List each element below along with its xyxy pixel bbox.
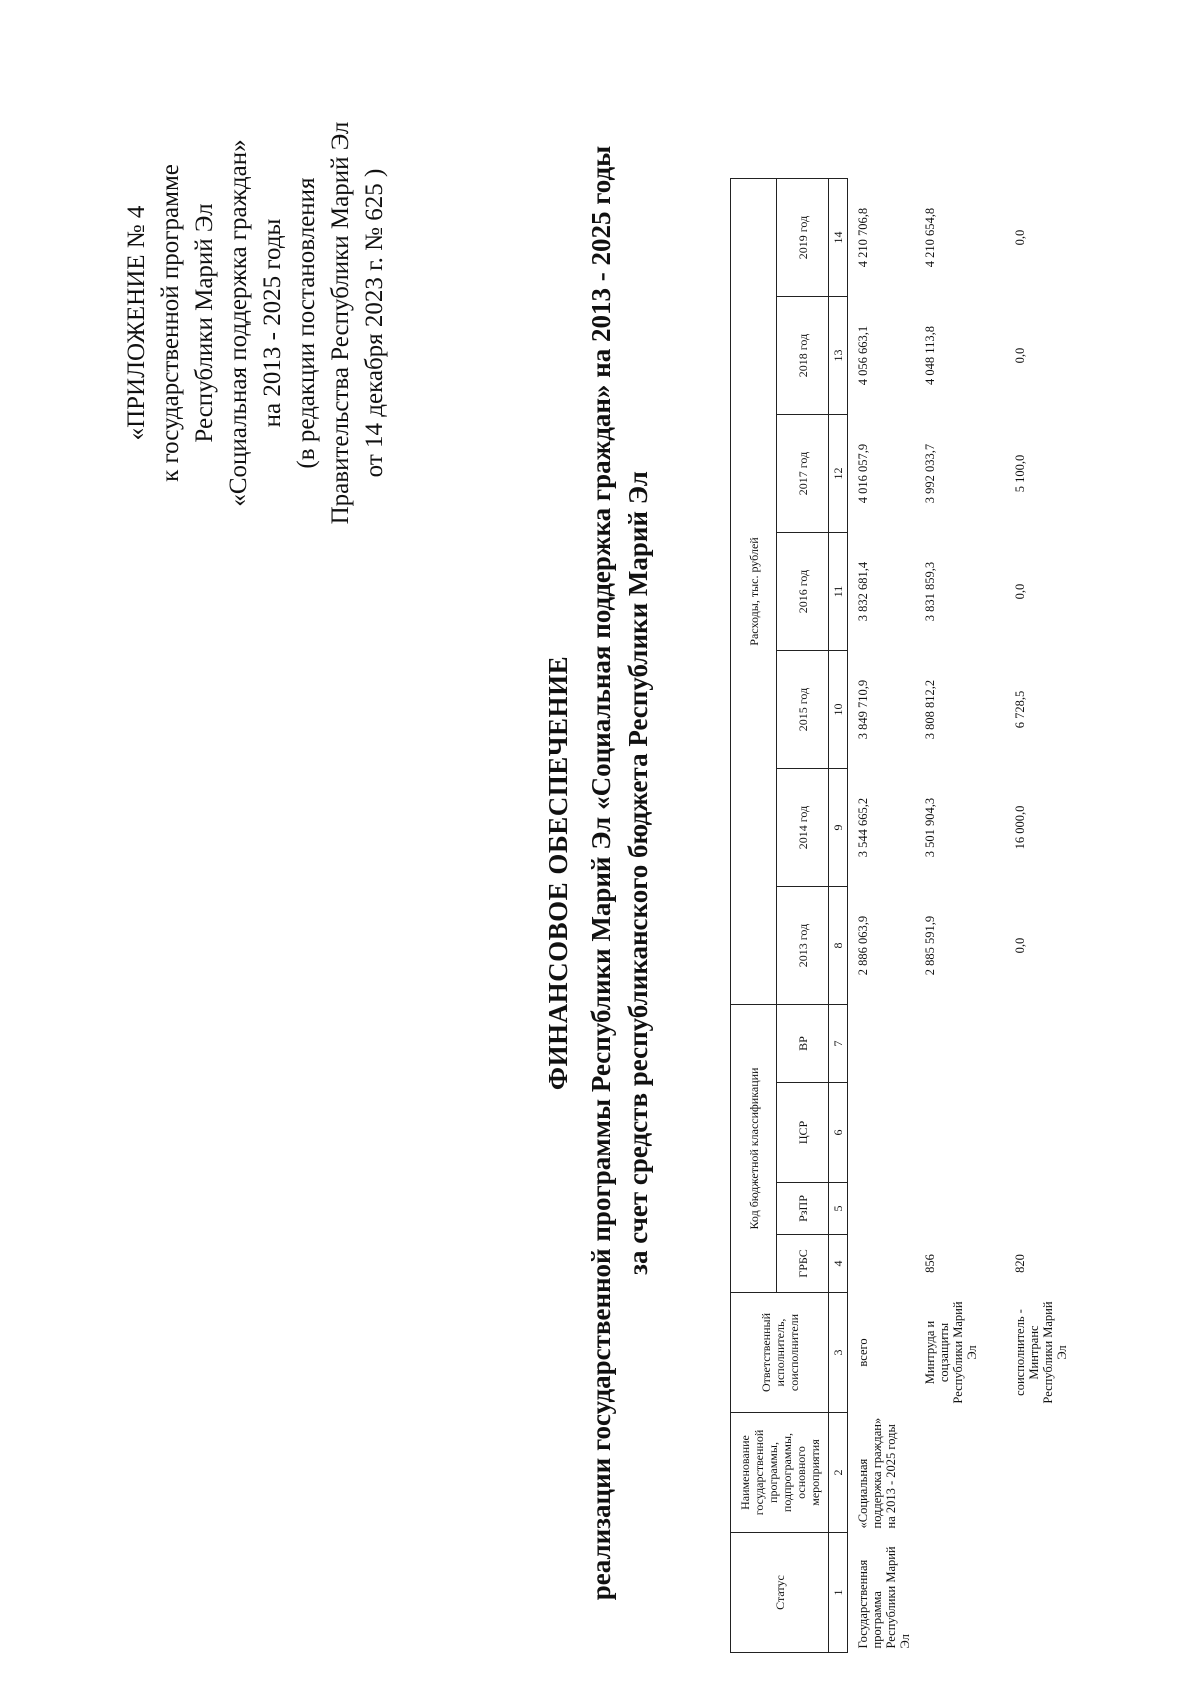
column-number: 1 bbox=[829, 1533, 848, 1653]
cell-rzpr bbox=[848, 1183, 916, 1235]
cell-value: 2 886 063,9 bbox=[856, 915, 870, 976]
column-number: 2 bbox=[829, 1413, 848, 1533]
header-vr: ВР bbox=[777, 1005, 829, 1083]
header-year: 2016 год bbox=[777, 533, 829, 651]
cell-executor: всего bbox=[856, 1338, 870, 1367]
column-number: 9 bbox=[829, 769, 848, 887]
column-number: 3 bbox=[829, 1293, 848, 1413]
cell-value: 3 849 710,9 bbox=[856, 679, 870, 740]
cell-value: 4 056 663,1 bbox=[856, 325, 870, 386]
cell-status bbox=[1005, 1533, 1095, 1653]
column-number: 13 bbox=[829, 297, 848, 415]
header-year: 2018 год bbox=[777, 297, 829, 415]
cell-value: 0,0 bbox=[1013, 229, 1027, 246]
appendix-line: «Социальная поддержка граждан» bbox=[225, 139, 252, 507]
cell-value: 0,0 bbox=[1013, 583, 1027, 600]
cell-name bbox=[915, 1413, 1005, 1533]
appendix-line: (в редакции постановления bbox=[293, 177, 320, 469]
cell-value: 6 728,5 bbox=[1013, 690, 1027, 729]
header-year: 2013 год bbox=[777, 887, 829, 1005]
document-title bbox=[540, 93, 656, 1653]
cell-csr bbox=[1005, 1083, 1095, 1183]
cell-value: 0,0 bbox=[1013, 937, 1027, 954]
header-budget-code: Код бюджетной классификации bbox=[731, 1005, 777, 1293]
cell-executor: соисполнитель - Минтранс Республики Марий Эл bbox=[1013, 1301, 1069, 1404]
cell-name bbox=[1005, 1413, 1095, 1533]
header-year: 2019 год bbox=[777, 179, 829, 297]
cell-value: 4 210 654,8 bbox=[923, 207, 937, 268]
appendix-line: к государственной программе bbox=[157, 164, 184, 482]
header-rzpr: РзПР bbox=[777, 1183, 829, 1235]
column-number: 7 bbox=[829, 1005, 848, 1083]
cell-name: «Социальная поддержка граждан» на 2013 - 2025 годы bbox=[856, 1417, 898, 1529]
column-number: 10 bbox=[829, 651, 848, 769]
table-row bbox=[1005, 179, 1095, 1653]
appendix-line: от 14 декабря 2023 г. № 625 ) bbox=[361, 168, 388, 478]
cell-vr bbox=[1005, 1005, 1095, 1083]
header-executor: Ответственный исполнитель, соисполнители bbox=[731, 1293, 829, 1413]
cell-value: 3 501 904,3 bbox=[923, 797, 937, 858]
cell-rzpr bbox=[915, 1183, 1005, 1235]
appendix-line: на 2013 - 2025 годы bbox=[259, 218, 286, 428]
header-year: 2014 год bbox=[777, 769, 829, 887]
appendix-line: Правительства Республики Марий Эл bbox=[327, 121, 354, 525]
header-csr: ЦСР bbox=[777, 1083, 829, 1183]
cell-value: 0,0 bbox=[1013, 347, 1027, 364]
cell-value: 3 808 812,2 bbox=[923, 679, 937, 740]
header-status: Статус bbox=[731, 1533, 829, 1653]
rotated-landscape-page bbox=[0, 33, 1200, 1693]
appendix-block bbox=[120, 73, 392, 573]
cell-grbs: 820 bbox=[1013, 1254, 1027, 1273]
column-number: 6 bbox=[829, 1083, 848, 1183]
cell-csr bbox=[915, 1083, 1005, 1183]
cell-vr bbox=[915, 1005, 1005, 1083]
appendix-line: Республики Марий Эл bbox=[191, 203, 218, 443]
cell-value: 4 210 706,8 bbox=[856, 207, 870, 268]
header-name: Наименование государственной программы, подпрограммы, основного мероприятия bbox=[731, 1413, 829, 1533]
cell-executor: Минтруда и соцзащиты Республики Марий Эл bbox=[923, 1301, 979, 1404]
title-line-2: реализации государственной программы Республики Марий Эл «Социальная поддержка граждан» на 2013 - 2025 годы bbox=[586, 145, 616, 1601]
table-row bbox=[848, 179, 916, 1653]
cell-value: 3 992 033,7 bbox=[923, 443, 937, 504]
header-year: 2017 год bbox=[777, 415, 829, 533]
cell-value: 4 048 113,8 bbox=[923, 326, 937, 385]
cell-grbs: 856 bbox=[923, 1254, 937, 1273]
cell-value: 2 885 591,9 bbox=[923, 915, 937, 976]
appendix-line: «ПРИЛОЖЕНИЕ № 4 bbox=[123, 205, 150, 441]
column-number: 14 bbox=[829, 179, 848, 297]
cell-rzpr bbox=[1005, 1183, 1095, 1235]
cell-value: 3 832 681,4 bbox=[856, 561, 870, 622]
column-number: 4 bbox=[829, 1235, 848, 1293]
column-number-row bbox=[829, 179, 848, 1653]
column-number: 12 bbox=[829, 415, 848, 533]
cell-value: 5 100,0 bbox=[1013, 454, 1027, 493]
cell-value: 3 544 665,2 bbox=[856, 797, 870, 858]
column-number: 11 bbox=[829, 533, 848, 651]
header-grbs: ГРБС bbox=[777, 1235, 829, 1293]
column-number: 8 bbox=[829, 887, 848, 1005]
cell-grbs bbox=[848, 1235, 916, 1293]
cell-status bbox=[915, 1533, 1005, 1653]
header-expenses: Расходы, тыс. рублей bbox=[731, 179, 777, 1005]
financing-table bbox=[730, 178, 1095, 1653]
cell-csr bbox=[848, 1083, 916, 1183]
column-number: 5 bbox=[829, 1183, 848, 1235]
cell-value: 16 000,0 bbox=[1013, 805, 1027, 850]
cell-value: 3 831 859,3 bbox=[923, 561, 937, 622]
cell-value: 4 016 057,9 bbox=[856, 443, 870, 504]
title-line-3: за счет средств республиканского бюджета Республики Марий Эл bbox=[623, 471, 653, 1275]
header-year: 2015 год bbox=[777, 651, 829, 769]
title-heading: ФИНАНСОВОЕ ОБЕСПЕЧЕНИЕ bbox=[543, 655, 573, 1091]
cell-status: Государственная программа Республики Марий Эл bbox=[856, 1546, 912, 1649]
cell-vr bbox=[848, 1005, 916, 1083]
table-row bbox=[915, 179, 1005, 1653]
